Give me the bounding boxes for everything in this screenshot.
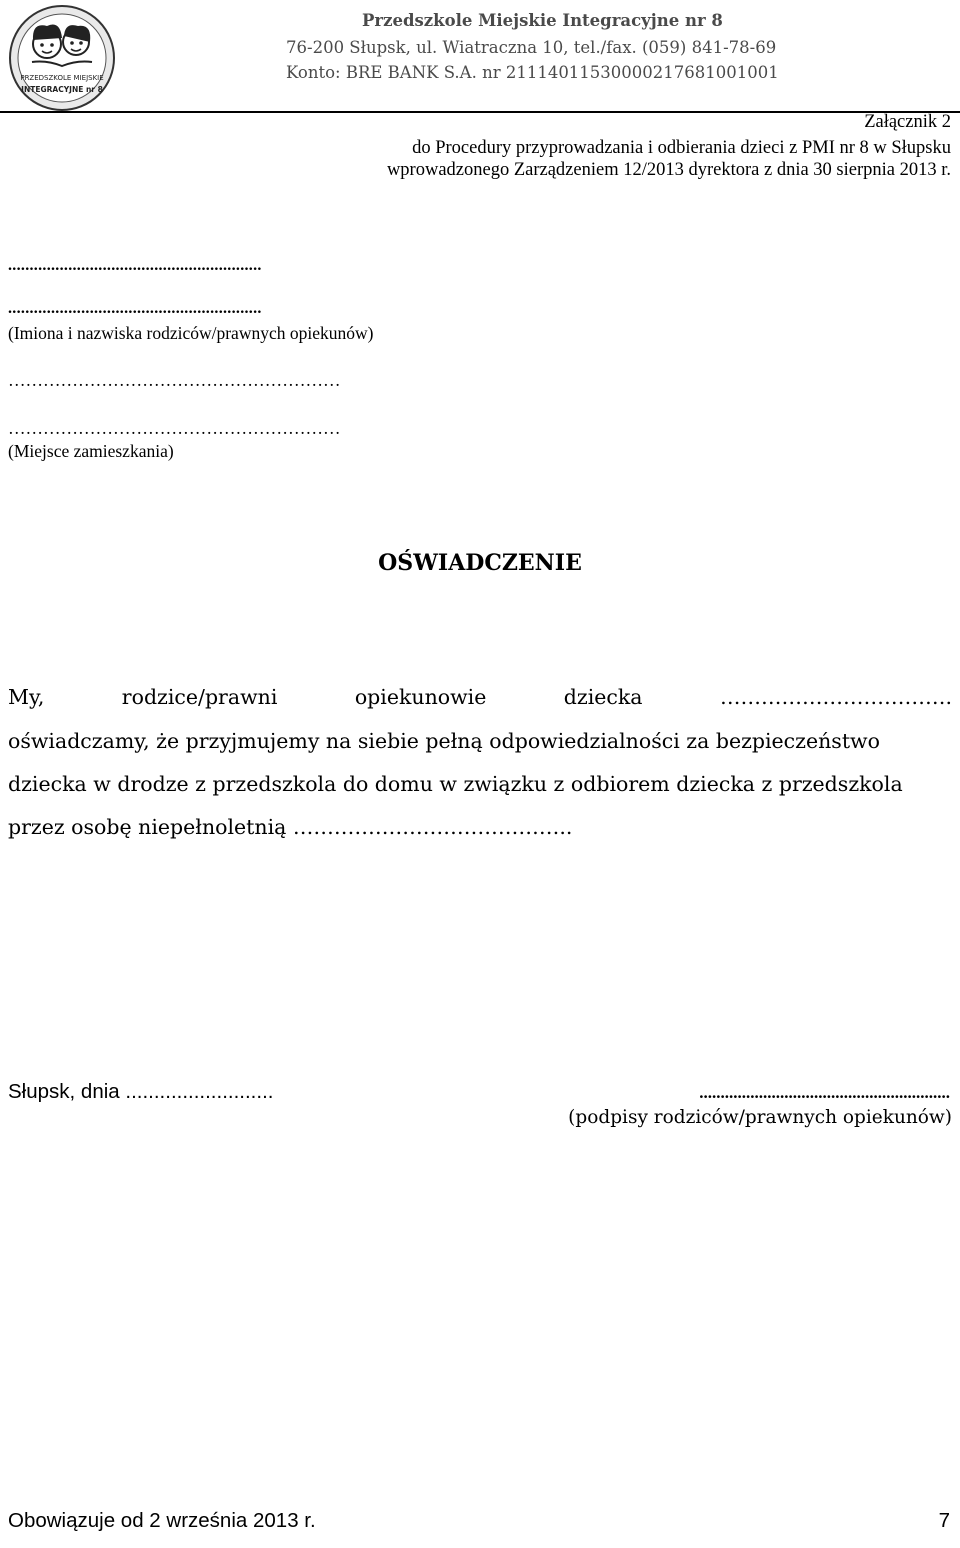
statement-word: dziecka: [563, 685, 643, 709]
statement-word: rodzice/prawni: [121, 685, 278, 709]
annex-procedure: do Procedury przyprowadzania i odbierania dzieci z PMI nr 8 w Słupsku: [412, 138, 951, 158]
statement-line-4: przez osobę niepełnoletnią …………………………………..: [8, 815, 573, 839]
svg-text:INTEGRACYJNE nr 8: INTEGRACYJNE nr 8: [21, 85, 103, 94]
statement-word: My,: [8, 685, 45, 709]
residence-field-2[interactable]: …………………………………………………: [8, 418, 341, 438]
parents-name-field-1[interactable]: ...........................................................: [8, 257, 262, 274]
document-title: OŚWIADCZENIE: [378, 550, 582, 576]
page-number: 7: [938, 1509, 950, 1532]
school-address: 76-200 Słupsk, ul. Wiatraczna 10, tel./fax. (059) 841-78-69: [286, 38, 777, 57]
annex-number: Załącznik 2: [864, 112, 951, 132]
statement-line-3: dziecka w drodze z przedszkola do domu w związku z odbiorem dziecka z przedszkola: [8, 772, 903, 796]
bank-account: Konto: BRE BANK S.A. nr 21114011530000217681001001: [286, 63, 779, 82]
signature-label: (podpisy rodziców/prawnych opiekunów): [568, 1107, 952, 1128]
parents-name-field-2[interactable]: ...........................................................: [8, 300, 262, 317]
parents-name-label: (Imiona i nazwiska rodziców/prawnych opiekunów): [8, 323, 374, 343]
child-name-field[interactable]: …………………………….: [719, 685, 952, 709]
header-divider: [0, 111, 960, 113]
residence-field-1[interactable]: …………………………………………………: [8, 370, 341, 390]
residence-label: (Miejsce zamieszkania): [8, 441, 174, 461]
annex-ordinance: wprowadzonego Zarządzeniem 12/2013 dyrektora z dnia 30 sierpnia 2013 r.: [386, 160, 951, 180]
school-logo: [2, 2, 122, 112]
signature-field[interactable]: ...........................................................: [699, 1083, 950, 1102]
statement-line-2: oświadczamy, że przyjmujemy na siebie pełną odpowiedzialności za bezpieczeństwo: [8, 729, 880, 753]
svg-text:PRZEDSZKOLE MIEJSKIE: PRZEDSZKOLE MIEJSKIE: [20, 74, 104, 82]
school-name: Przedszkole Miejskie Integracyjne nr 8: [362, 11, 723, 30]
footer-effective-date: Obowiązuje od 2 września 2013 r.: [8, 1509, 316, 1532]
statement-line-1: [8, 685, 952, 709]
place-date-field[interactable]: Słupsk, dnia ..........................: [8, 1080, 274, 1103]
statement-word: opiekunowie: [354, 685, 487, 709]
